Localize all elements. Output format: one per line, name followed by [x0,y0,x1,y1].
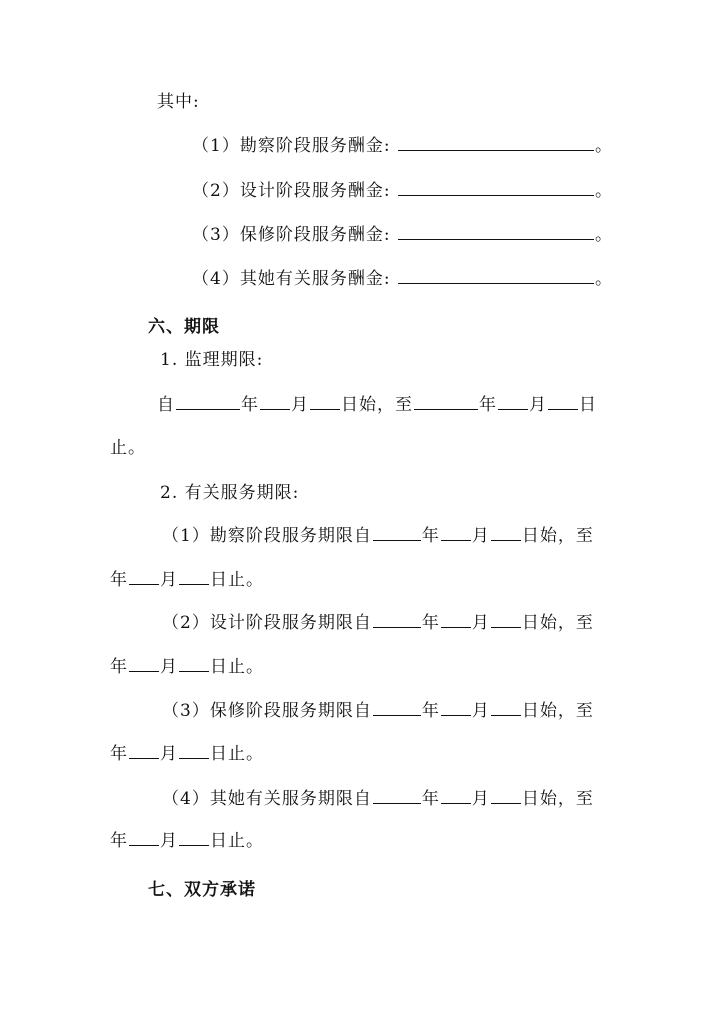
month-label: 月 [471,526,490,546]
day-blank[interactable] [310,392,340,410]
fees-intro: 其中: [157,92,200,112]
day-label: 日 [579,395,597,415]
start-label: 日始，至 [521,701,594,721]
year-label: 年 [110,744,128,764]
fee-number: （2） [192,181,240,201]
day-blank[interactable] [491,786,521,804]
year-label: 年 [421,701,440,721]
year-blank[interactable] [373,610,421,628]
service-term-end [110,654,264,678]
fee-label: 其她有关服务酬金: [239,269,391,289]
day-blank[interactable] [491,610,521,628]
service-label: 其她有关服务期限自 [209,789,372,809]
fee-number: （1） [192,136,240,156]
month-blank[interactable] [129,741,159,759]
service-term-line [162,610,594,634]
month-label: 月 [529,395,547,415]
year-blank[interactable] [414,392,478,410]
fee-end: 。 [594,269,613,289]
supervision-term-line [157,392,597,416]
fee-blank[interactable] [398,222,594,240]
month-label: 月 [160,744,178,764]
day-blank[interactable] [548,392,578,410]
day-blank[interactable] [179,741,209,759]
service-term-end [110,741,264,765]
month-blank[interactable] [441,786,471,804]
services-term-title: 2. 有关服务期限: [160,483,300,503]
month-blank[interactable] [441,523,471,541]
service-number: （1） [162,526,210,546]
service-term-line [162,523,594,547]
year-blank[interactable] [373,523,421,541]
fee-row [192,266,613,290]
month-blank[interactable] [260,392,290,410]
service-label: 勘察阶段服务期限自 [209,526,372,546]
start-label: 日始，至 [521,526,594,546]
year-label: 年 [110,570,128,590]
fee-row [192,133,613,157]
year-label: 年 [479,395,497,415]
month-label: 月 [291,395,309,415]
month-blank[interactable] [441,610,471,628]
end-label: 日止。 [210,831,264,851]
year-label: 年 [241,395,259,415]
month-label: 月 [471,701,490,721]
supervision-term-stop: 止。 [110,438,146,458]
month-label: 月 [160,570,178,590]
month-blank[interactable] [441,698,471,716]
month-blank[interactable] [129,828,159,846]
year-label: 年 [110,831,128,851]
service-term-line [162,698,594,722]
fee-label: 保修阶段服务酬金: [239,225,391,245]
service-number: （4） [162,789,210,809]
year-blank[interactable] [373,698,421,716]
year-label: 年 [421,526,440,546]
month-label: 月 [471,789,490,809]
fee-row [192,222,613,246]
end-label: 日止。 [210,657,264,677]
fee-end: 。 [594,136,613,156]
end-label: 日止。 [210,744,264,764]
year-blank[interactable] [176,392,240,410]
fee-label: 勘察阶段服务酬金: [239,136,391,156]
year-label: 年 [110,657,128,677]
year-label: 年 [421,789,440,809]
day-blank[interactable] [179,654,209,672]
fee-end: 。 [594,181,613,201]
fee-number: （3） [192,225,240,245]
fee-end: 。 [594,225,613,245]
month-label: 月 [471,613,490,633]
section-heading-term: 六、期限 [148,317,220,337]
fee-row [192,178,613,202]
service-number: （3） [162,701,210,721]
start-label: 日始，至 [521,789,594,809]
service-label: 保修阶段服务期限自 [209,701,372,721]
day-blank[interactable] [179,828,209,846]
start-label: 日始，至 [521,613,594,633]
fee-blank[interactable] [398,133,594,151]
service-term-line [162,786,594,810]
fee-number: （4） [192,269,240,289]
service-number: （2） [162,613,210,633]
section-heading-commitments: 七、双方承诺 [148,880,256,900]
supervision-term-title: 1. 监理期限: [160,350,264,370]
month-label: 月 [160,657,178,677]
fee-blank[interactable] [398,266,594,284]
service-term-end [110,567,264,591]
year-blank[interactable] [373,786,421,804]
year-label: 年 [421,613,440,633]
from-label: 自 [157,395,175,415]
day-start-label: 日始，至 [341,395,413,415]
day-blank[interactable] [179,567,209,585]
fee-label: 设计阶段服务酬金: [239,181,391,201]
day-blank[interactable] [491,698,521,716]
service-label: 设计阶段服务期限自 [209,613,372,633]
month-label: 月 [160,831,178,851]
month-blank[interactable] [129,567,159,585]
day-blank[interactable] [491,523,521,541]
service-term-end [110,828,264,852]
month-blank[interactable] [129,654,159,672]
month-blank[interactable] [498,392,528,410]
fee-blank[interactable] [398,178,594,196]
end-label: 日止。 [210,570,264,590]
